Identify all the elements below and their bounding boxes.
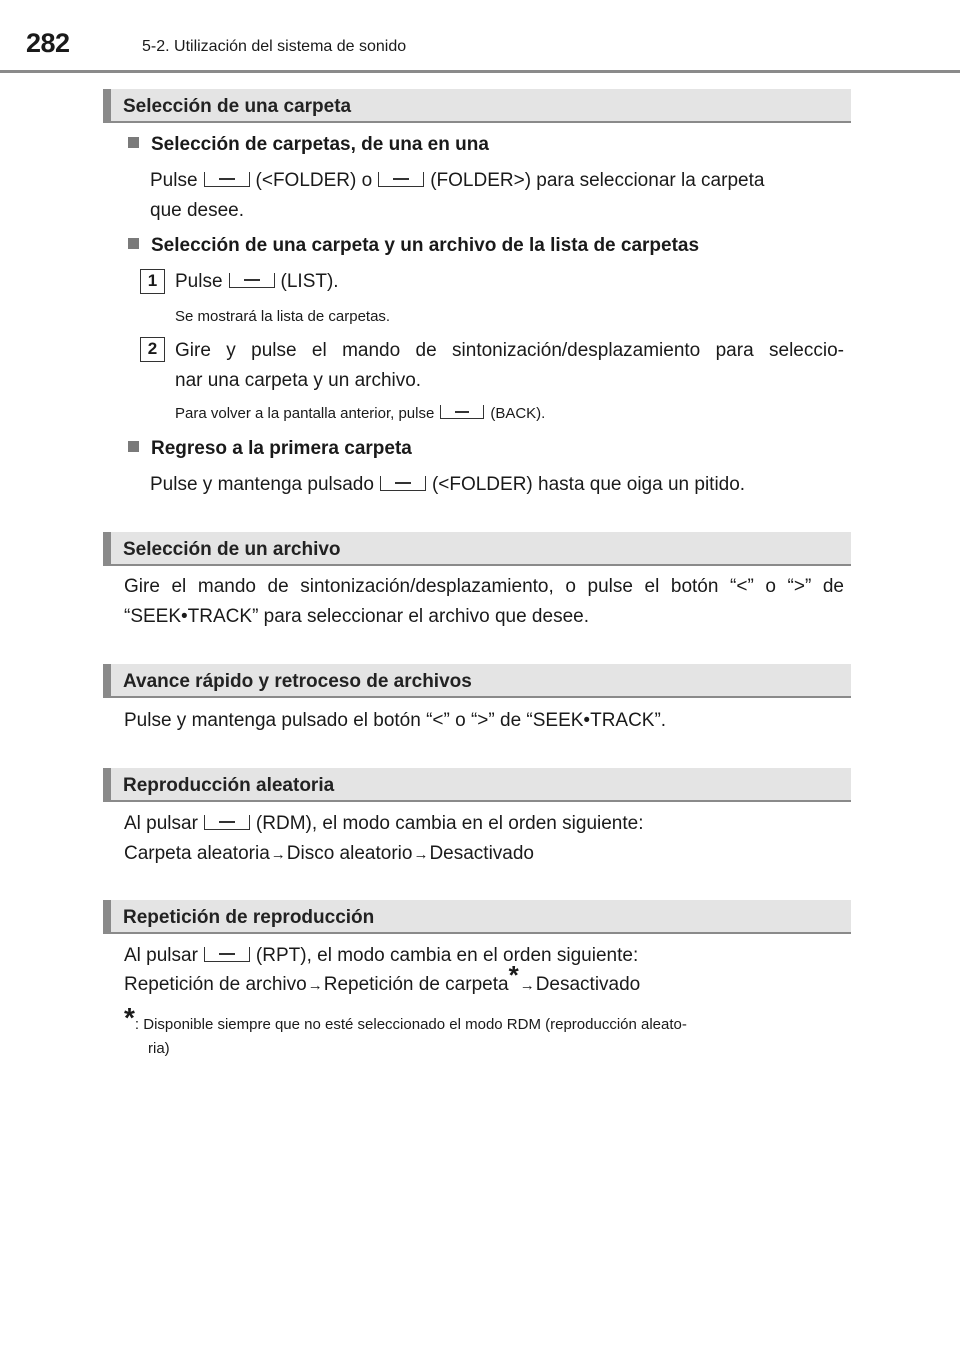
section-bar-file [103, 532, 851, 566]
step1-text: Pulse (LIST). [175, 271, 339, 292]
radio-button-icon [378, 172, 424, 187]
section-bar-repeat [103, 900, 851, 934]
arrow-right-icon: → [270, 846, 286, 863]
bullet-square-icon [128, 441, 139, 452]
section-title-repeat: Repetición de reproducción [123, 907, 375, 928]
text-repeat-sequence: Repetición de archivo→Repetición de carpeta*→Desactivado [124, 960, 641, 995]
text-folders-line1: Pulse (<FOLDER) o (FOLDER>) para seleccionar la carpeta [150, 170, 765, 191]
arrow-right-icon: → [413, 846, 429, 863]
subheading-folder-list: Selección de una carpeta y un archivo de la lista de carpetas [128, 231, 699, 261]
subheading-folders-one-by-one: Selección de carpetas, de una en una [128, 130, 489, 160]
arrow-right-icon: → [307, 977, 323, 994]
bullet-square-icon [128, 137, 139, 148]
footnote-line2: ria) [148, 1040, 170, 1057]
section-bar-folder [103, 89, 851, 123]
section-title-random: Reproducción aleatoria [123, 775, 335, 796]
text-random-line1: Al pulsar (RDM), el modo cambia en el orden siguiente: [124, 813, 644, 834]
step2-note: Para volver a la pantalla anterior, pulse (BACK). [175, 405, 546, 422]
radio-button-icon [380, 476, 426, 491]
radio-button-icon [204, 172, 250, 187]
step-number-1: 1 [140, 269, 165, 294]
section-title-file: Selección de un archivo [123, 539, 341, 560]
section-bar-fast [103, 664, 851, 698]
radio-button-icon [440, 405, 484, 419]
text-file-line2: “SEEK•TRACK” para seleccionar el archivo que desee. [124, 606, 589, 627]
page-number: 282 [26, 28, 70, 58]
footnote: *: Disponible siempre que no esté seleccionado el modo RDM (reproducción aleato- [124, 1002, 687, 1033]
section-bar-random [103, 768, 851, 802]
footnote-marker: * [508, 960, 519, 990]
text-file-line1: Gire el mando de sintonización/desplazamiento, o pulse el botón “<” o “>” de [124, 576, 844, 597]
text-random-sequence: Carpeta aleatoria→Disco aleatorio→Desactivado [124, 843, 534, 864]
text-first-folder: Pulse y mantenga pulsado (<FOLDER) hasta que oiga un pitido. [150, 474, 746, 495]
step2-line2: nar una carpeta y un archivo. [175, 370, 422, 391]
header-rule [0, 70, 960, 73]
radio-button-icon [204, 815, 250, 830]
step2-line1: Gire y pulse el mando de sintonización/desplazamiento para seleccio- [175, 340, 844, 361]
text-fast: Pulse y mantenga pulsado el botón “<” o “>” de “SEEK•TRACK”. [124, 710, 667, 731]
text-repeat-line1: Al pulsar (RPT), el modo cambia en el orden siguiente: [124, 945, 639, 966]
bullet-square-icon [128, 238, 139, 249]
section-title-folder: Selección de una carpeta [123, 96, 352, 117]
step-number-2: 2 [140, 337, 165, 362]
radio-button-icon [229, 273, 275, 288]
text-folders-line2: que desee. [150, 200, 245, 221]
step1-note: Se mostrará la lista de carpetas. [175, 308, 391, 325]
radio-button-icon [204, 947, 250, 962]
arrow-right-icon: → [519, 977, 535, 994]
section-title-fast: Avance rápido y retroceso de archivos [123, 671, 472, 692]
footnote-star: * [124, 1002, 135, 1033]
subheading-first-folder: Regreso a la primera carpeta [128, 434, 412, 464]
running-header: 5-2. Utilización del sistema de sonido [142, 38, 407, 55]
